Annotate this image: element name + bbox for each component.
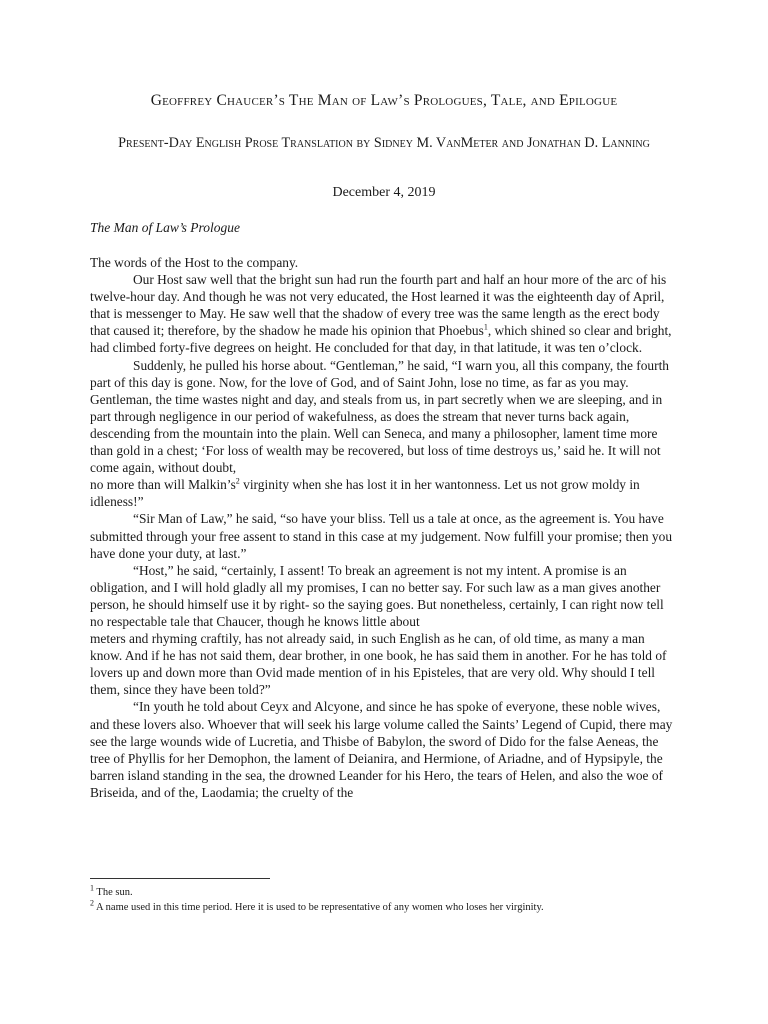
paragraph-text: no more than will Malkin’s <box>90 477 236 493</box>
footnote-divider <box>90 878 270 879</box>
footnote-text: The sun. <box>94 887 133 898</box>
document-title: Geoffrey Chaucer’s The Man of Law’s Prologues, Tale, and Epilogue <box>150 92 618 109</box>
footnote-ref-1[interactable]: 1 <box>483 322 488 332</box>
paragraph-text: Our Host saw well that the bright sun had run the fourth part and half an hour more of the arc of his twelve-hour day. And though he was not very educated, the Host learned it was the eighteenth day of April, that is messenger to May. He saw well that the shadow of every tree was the same length as the erect body that caused it; therefore, by the shadow he made his opinion that Phoebus <box>90 272 667 339</box>
body-text <box>90 254 678 801</box>
document-date: December 4, 2019 <box>332 185 436 200</box>
paragraph-text: virginity when she has lost it in her wantonness. Let us not grow moldy in idleness!” <box>90 477 640 510</box>
footnote-mark: 2 <box>90 898 94 908</box>
footnote-2 <box>90 900 690 915</box>
footnote-1 <box>90 885 690 900</box>
paragraph-text: , which shined so clear and bright, had climbed forty-five degrees on height. He concluded for that day, in that latitude, it was ten o’clock. <box>90 323 672 356</box>
footnote-text: A name used in this time period. Here it is used to be representative of any women who loses her virginity. <box>94 902 544 913</box>
footnote-ref-2[interactable]: 2 <box>235 476 240 486</box>
section-heading: The Man of Law’s Prologue <box>90 220 241 235</box>
footnote-mark: 1 <box>90 883 94 893</box>
paragraph-ceyx-alcyone: “In youth he told about Ceyx and Alcyone, and since he has spoke of everyone, these noble wives, and these lovers also. Whoever that will seek his large volume called the Saints’ Legend of Cupid, there may see the large wounds wide of Lucretia, and Thisbe of Babylon, the sword of Dido for the false Aeneas, the tree of Phyllis for her Demophon, the lament of Deianira, and Hermione, of Ariadne, and of Hypsipyle, the barren island standing in the sea, the drowned Leander for his Hero, the tears of Helen, and also the woe of Briseida, and of the, Laodamia; the cruelty of the <box>90 699 673 800</box>
paragraph-malkin <box>90 476 678 510</box>
paragraph-host-sun <box>90 271 678 356</box>
paragraph-sir-man-of-law: “Sir Man of Law,” he said, “so have your bliss. Tell us a tale at once, as the agreement is. You have submitted through your free assent to stand in this case at my judgement. Now fulfill your promise; then you have done your duty, at last.” <box>90 511 673 561</box>
paragraph-meters: meters and rhyming craftily, has not already said, in such English as he can, of old time, as many a man know. And if he has not said them, dear brother, in one book, he has said them in another. For he has told of lovers up and down more than Ovid made mention of in his Episteles, that are very old. Why should I tell them, since they have been told?” <box>90 631 667 698</box>
paragraph-host-assent: “Host,” he said, “certainly, I assent! To break an agreement is not my intent. A promise is an obligation, and I will hold gladly all my promises, I can no better say. For such law as a man gives another person, he should himself use it by right- so the saying goes. But nonetheless, certainly, I can right now tell no respectable tale that Chaucer, though he knows little about <box>90 562 664 629</box>
footnotes <box>90 885 690 915</box>
document-subtitle: Present-Day English Prose Translation by Sidney M. VanMeter and Jonathan D. Lanning <box>118 135 650 151</box>
paragraph-intro: The words of the Host to the company. <box>90 255 299 270</box>
paragraph-host-warning: Suddenly, he pulled his horse about. “Gentleman,” he said, “I warn you, all this company, the fourth part of this day is gone. Now, for the love of God, and of Saint John, lose no time, as far as you may. Gentleman, the time wastes night and day, and steals from us, in part secretly when we are sleeping, and in part through negligence in our period of wakefulness, as does the stream that never turns back again, descending from the mountain into the plain. Well can Seneca, and many a philosopher, lament time more than gold in a chest; ‘For loss of wealth may be recovered, but loss of time destroys us,’ said he. It will not come again, without doubt, <box>90 357 669 476</box>
